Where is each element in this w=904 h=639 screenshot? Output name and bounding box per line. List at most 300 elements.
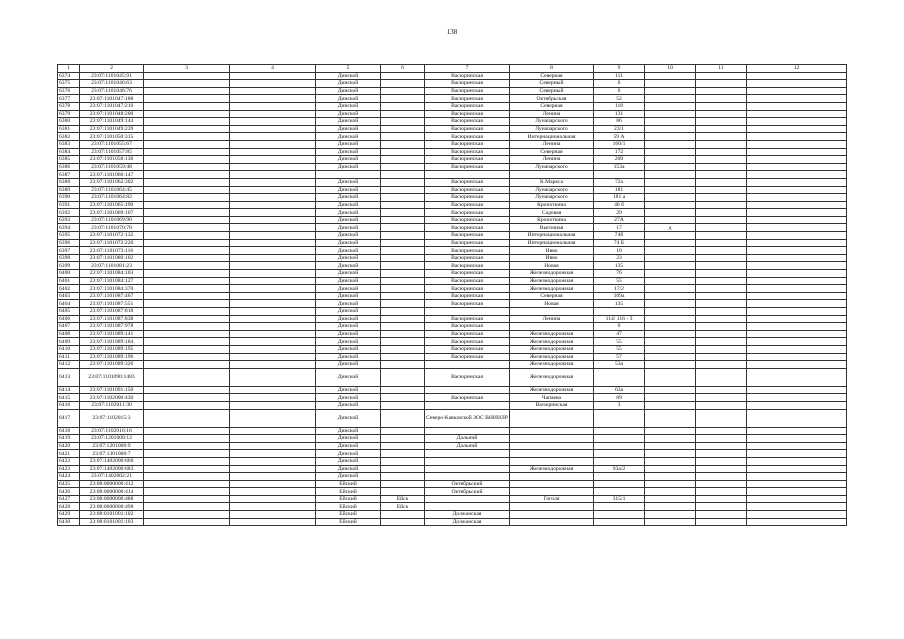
table-cell: 6378 xyxy=(58,102,80,110)
table-cell xyxy=(696,457,747,465)
table-cell xyxy=(230,473,316,481)
table-cell: 23:07:1101059:48 xyxy=(80,163,144,171)
table-cell: 23:07:1402002:21 xyxy=(80,473,144,481)
table-cell xyxy=(144,450,230,458)
table-row xyxy=(58,148,847,156)
table-cell: Динской xyxy=(316,216,381,224)
table-row xyxy=(58,87,847,95)
table-cell: Динской xyxy=(316,473,381,481)
table-cell xyxy=(144,133,230,141)
table-cell: Садовая xyxy=(510,209,594,217)
table-cell xyxy=(747,277,847,285)
table-cell xyxy=(230,148,316,156)
table-cell xyxy=(594,480,645,488)
table-cell xyxy=(747,457,847,465)
table-row xyxy=(58,386,847,394)
table-cell: 6406 xyxy=(58,315,80,323)
table-cell: Динской xyxy=(316,292,381,300)
table-cell xyxy=(230,368,316,386)
table-cell: Октябрьский xyxy=(425,488,510,496)
table-cell xyxy=(230,102,316,110)
table-cell: 17/2 xyxy=(594,285,645,293)
table-cell xyxy=(144,270,230,278)
table-cell xyxy=(747,465,847,473)
table-cell: 6429 xyxy=(58,511,80,519)
table-cell: Железнодорожная xyxy=(510,368,594,386)
table-cell xyxy=(510,427,594,435)
table-cell: Динской xyxy=(316,209,381,217)
table-cell: 23:07:1101049:239 xyxy=(80,125,144,133)
table-cell xyxy=(144,386,230,394)
table-row xyxy=(58,473,847,481)
table-cell: Динской xyxy=(316,465,381,473)
table-cell xyxy=(144,368,230,386)
table-cell: 23:07:1101091:150 xyxy=(80,386,144,394)
table-cell xyxy=(425,473,510,481)
table-row xyxy=(58,345,847,353)
table-cell xyxy=(594,409,645,427)
table-cell xyxy=(230,247,316,255)
table-cell xyxy=(645,435,696,443)
table-cell: Динской xyxy=(316,95,381,103)
table-cell xyxy=(230,254,316,262)
table-cell: 6387 xyxy=(58,171,80,179)
table-cell xyxy=(747,102,847,110)
table-cell: Железнодорожная xyxy=(510,386,594,394)
table-cell xyxy=(230,209,316,217)
table-cell: 23:07:1101065:190 xyxy=(80,201,144,209)
table-cell xyxy=(747,401,847,409)
table-cell: 6400 xyxy=(58,270,80,278)
table-cell xyxy=(645,125,696,133)
table-cell: 23:07:1101073:116 xyxy=(80,247,144,255)
table-cell xyxy=(230,386,316,394)
column-header: 1 xyxy=(58,65,80,73)
table-cell xyxy=(645,110,696,118)
table-cell: 23:07:1101084:370 xyxy=(80,285,144,293)
table-cell xyxy=(510,473,594,481)
table-cell: 23:07:1101087:551 xyxy=(80,300,144,308)
table-cell: 0 xyxy=(594,323,645,331)
table-cell xyxy=(144,125,230,133)
table-cell xyxy=(144,300,230,308)
table-cell: Северная xyxy=(510,148,594,156)
table-cell: 6412 xyxy=(58,361,80,369)
table-cell: 6427 xyxy=(58,495,80,503)
table-cell xyxy=(230,277,316,285)
table-cell: 6374 xyxy=(58,72,80,80)
table-cell xyxy=(381,254,425,262)
table-cell: 23:07:1102011:30 xyxy=(80,401,144,409)
table-cell xyxy=(696,386,747,394)
table-cell xyxy=(144,254,230,262)
table-cell xyxy=(144,224,230,232)
table-cell xyxy=(747,495,847,503)
table-cell xyxy=(230,401,316,409)
table-cell xyxy=(381,292,425,300)
table-cell: Динской xyxy=(316,80,381,88)
table-cell: Луначарского xyxy=(510,125,594,133)
table-cell xyxy=(696,480,747,488)
table-cell: Октябрьская xyxy=(510,95,594,103)
table-cell xyxy=(594,457,645,465)
table-cell xyxy=(144,95,230,103)
table-row xyxy=(58,110,847,118)
table-row xyxy=(58,102,847,110)
table-cell xyxy=(230,80,316,88)
table-cell: 23:07:1101089:195 xyxy=(80,345,144,353)
table-cell xyxy=(230,125,316,133)
table-cell xyxy=(747,345,847,353)
table-cell: Васюринская xyxy=(425,186,510,194)
table-cell xyxy=(645,102,696,110)
header-row xyxy=(58,65,847,73)
table-cell: 6377 xyxy=(58,95,80,103)
table-cell xyxy=(381,323,425,331)
table-cell: Васюринская xyxy=(425,323,510,331)
table-cell: 6386 xyxy=(58,163,80,171)
table-cell xyxy=(144,315,230,323)
table-cell: Дальний xyxy=(425,435,510,443)
table-cell xyxy=(510,323,594,331)
table-cell xyxy=(747,209,847,217)
table-cell xyxy=(381,171,425,179)
table-cell: 153а xyxy=(594,163,645,171)
table-cell: 6399 xyxy=(58,262,80,270)
table-cell xyxy=(696,361,747,369)
table-cell xyxy=(381,277,425,285)
table-cell: 6426 xyxy=(58,488,80,496)
table-cell xyxy=(144,353,230,361)
table-cell xyxy=(645,254,696,262)
table-cell xyxy=(594,368,645,386)
table-cell xyxy=(144,72,230,80)
table-cell: Железнодорожная xyxy=(510,270,594,278)
table-cell xyxy=(696,435,747,443)
table-cell xyxy=(230,216,316,224)
table-cell: 6428 xyxy=(58,503,80,511)
table-cell xyxy=(645,394,696,402)
table-cell: 6384 xyxy=(58,148,80,156)
table-cell: Васюринская xyxy=(425,262,510,270)
table-cell xyxy=(144,480,230,488)
table-cell xyxy=(594,488,645,496)
table-cell: Динской xyxy=(316,323,381,331)
table-cell xyxy=(696,171,747,179)
table-cell: 23:08:0000000:498 xyxy=(80,503,144,511)
table-cell: 23:07:1101084:127 xyxy=(80,277,144,285)
table-cell: Должанская xyxy=(425,518,510,526)
table-cell: 3 xyxy=(594,401,645,409)
table-cell: 160/1 xyxy=(594,140,645,148)
table-cell: 23:07:1101081:23 xyxy=(80,262,144,270)
table-cell xyxy=(696,95,747,103)
table-cell: Васюринская xyxy=(425,102,510,110)
table-cell xyxy=(230,156,316,164)
table-cell: 23:07:1101048:200 xyxy=(80,110,144,118)
table-cell: Ленина xyxy=(510,110,594,118)
table-cell xyxy=(747,511,847,519)
table-cell xyxy=(747,95,847,103)
table-cell xyxy=(747,232,847,240)
table-cell xyxy=(747,110,847,118)
table-cell: Васюринская xyxy=(425,201,510,209)
table-cell: Васюринская xyxy=(425,133,510,141)
table-cell xyxy=(696,270,747,278)
table-cell xyxy=(645,156,696,164)
table-cell: 23:07:1201000:12 xyxy=(80,435,144,443)
table-cell: Северо-Кавказской ЗОС ВНИИЛР xyxy=(425,409,510,427)
table-row xyxy=(58,224,847,232)
table-row xyxy=(58,495,847,503)
table-cell xyxy=(381,361,425,369)
table-cell xyxy=(696,87,747,95)
table-cell xyxy=(696,495,747,503)
table-cell: 6395 xyxy=(58,232,80,240)
table-cell xyxy=(144,171,230,179)
table-cell: 111 xyxy=(594,72,645,80)
table-cell xyxy=(144,511,230,519)
table-cell xyxy=(144,308,230,316)
table-row xyxy=(58,133,847,141)
table-cell: 23:07:1101087:838 xyxy=(80,315,144,323)
table-cell xyxy=(425,427,510,435)
table-cell: Васюринская xyxy=(425,148,510,156)
table-cell: 6394 xyxy=(58,224,80,232)
table-cell xyxy=(381,435,425,443)
table-cell xyxy=(230,361,316,369)
table-cell: Васюринская xyxy=(425,277,510,285)
table-cell xyxy=(747,87,847,95)
table-cell xyxy=(696,315,747,323)
table-cell xyxy=(645,148,696,156)
table-cell: Железнодорожная xyxy=(510,361,594,369)
table-cell xyxy=(510,442,594,450)
table-cell xyxy=(381,156,425,164)
cadastral-table xyxy=(57,64,847,526)
table-cell xyxy=(230,118,316,126)
table-cell xyxy=(696,118,747,126)
table-cell: 23:07:1101046:76 xyxy=(80,87,144,95)
table-row xyxy=(58,323,847,331)
table-cell: Северная xyxy=(510,292,594,300)
table-cell xyxy=(696,186,747,194)
table-cell: Динской xyxy=(316,353,381,361)
table-cell xyxy=(696,308,747,316)
table-cell xyxy=(510,488,594,496)
table-cell xyxy=(230,239,316,247)
table-cell: 53а xyxy=(594,361,645,369)
table-cell: Васюринская xyxy=(425,254,510,262)
table-cell xyxy=(230,409,316,427)
table-cell: 23:07:1101087:467 xyxy=(80,292,144,300)
table-cell xyxy=(645,140,696,148)
table-cell xyxy=(747,178,847,186)
table-cell xyxy=(645,178,696,186)
table-cell: 48 б xyxy=(594,201,645,209)
table-cell xyxy=(381,186,425,194)
table-row xyxy=(58,450,847,458)
table-cell xyxy=(230,140,316,148)
table-cell: Динской xyxy=(316,178,381,186)
table-cell: Динской xyxy=(316,118,381,126)
table-row xyxy=(58,209,847,217)
table-cell: Выгонная xyxy=(510,224,594,232)
table-cell xyxy=(747,216,847,224)
table-cell xyxy=(747,285,847,293)
table-cell: Динской xyxy=(316,232,381,240)
table-cell xyxy=(645,503,696,511)
table-cell xyxy=(696,232,747,240)
table-cell xyxy=(144,473,230,481)
table-cell xyxy=(381,80,425,88)
table-cell xyxy=(594,518,645,526)
table-cell xyxy=(230,518,316,526)
table-cell: 6376 xyxy=(58,87,80,95)
table-cell xyxy=(747,473,847,481)
table-cell xyxy=(144,209,230,217)
table-cell: 6404 xyxy=(58,300,80,308)
table-cell: Динской xyxy=(316,87,381,95)
table-cell xyxy=(144,118,230,126)
table-cell: Динской xyxy=(316,186,381,194)
table-row xyxy=(58,171,847,179)
table-cell xyxy=(381,300,425,308)
table-cell xyxy=(144,442,230,450)
table-cell: Васюринская xyxy=(425,118,510,126)
table-cell xyxy=(645,323,696,331)
table-cell: Ейский xyxy=(316,518,381,526)
table-cell: 6420 xyxy=(58,442,80,450)
table-cell xyxy=(747,72,847,80)
table-cell xyxy=(696,465,747,473)
table-cell: Васюринская xyxy=(425,330,510,338)
table-cell: 23:07:1101072:220 xyxy=(80,239,144,247)
table-cell: Васюринская xyxy=(425,87,510,95)
table-cell: Кропоткина xyxy=(510,201,594,209)
table-cell: Динской xyxy=(316,270,381,278)
table-cell: 23:07:1101069:90 xyxy=(80,216,144,224)
table-cell: Ивко xyxy=(510,254,594,262)
table-cell xyxy=(696,163,747,171)
table-cell xyxy=(696,133,747,141)
table-cell xyxy=(425,465,510,473)
table-cell xyxy=(144,427,230,435)
table-cell: Динской xyxy=(316,262,381,270)
table-cell xyxy=(381,87,425,95)
table-cell: Динской xyxy=(316,148,381,156)
table-cell: 23:08:0000000:414 xyxy=(80,488,144,496)
table-row xyxy=(58,277,847,285)
table-cell: 6413 xyxy=(58,368,80,386)
table-cell: 23:07:1101087:978 xyxy=(80,323,144,331)
table-cell xyxy=(230,488,316,496)
table-row xyxy=(58,232,847,240)
table-cell xyxy=(144,87,230,95)
table-cell: 59 А xyxy=(594,133,645,141)
table-cell: Динской xyxy=(316,450,381,458)
table-row xyxy=(58,292,847,300)
table-cell xyxy=(696,254,747,262)
table-cell: Динской xyxy=(316,330,381,338)
table-cell xyxy=(696,503,747,511)
table-cell: 6418 xyxy=(58,427,80,435)
table-cell xyxy=(645,163,696,171)
table-cell: 181 а xyxy=(594,194,645,202)
table-cell: 135 xyxy=(594,262,645,270)
table-cell xyxy=(747,262,847,270)
table-row xyxy=(58,216,847,224)
table-cell xyxy=(645,239,696,247)
table-row xyxy=(58,239,847,247)
table-cell xyxy=(747,254,847,262)
table-cell xyxy=(645,232,696,240)
table-cell: 6380 xyxy=(58,118,80,126)
table-cell xyxy=(696,102,747,110)
table-cell: Динской xyxy=(316,345,381,353)
table-cell xyxy=(425,171,510,179)
table-cell: Васюринская xyxy=(425,80,510,88)
column-header: 6 xyxy=(381,65,425,73)
table-cell: Васюринская xyxy=(425,285,510,293)
table-row xyxy=(58,480,847,488)
table-row xyxy=(58,457,847,465)
table-cell xyxy=(747,186,847,194)
table-cell: Васюринская xyxy=(425,216,510,224)
table-cell: Динской xyxy=(316,442,381,450)
table-row xyxy=(58,308,847,316)
table-cell xyxy=(645,495,696,503)
table-cell: 6419 xyxy=(58,435,80,443)
table-cell xyxy=(230,163,316,171)
table-cell: 6389 xyxy=(58,186,80,194)
table-cell xyxy=(230,194,316,202)
table-cell: Интернациональная xyxy=(510,133,594,141)
column-header: 2 xyxy=(80,65,144,73)
table-cell: 6430 xyxy=(58,518,80,526)
table-cell xyxy=(645,427,696,435)
table-row xyxy=(58,361,847,369)
table-cell xyxy=(645,480,696,488)
table-cell xyxy=(645,442,696,450)
table-cell: Динской xyxy=(316,156,381,164)
table-cell xyxy=(645,209,696,217)
table-cell xyxy=(747,125,847,133)
table-cell xyxy=(645,330,696,338)
table-body xyxy=(58,72,847,526)
table-cell: Ейск xyxy=(381,495,425,503)
table-cell: 23:07:1101055:67 xyxy=(80,140,144,148)
table-cell xyxy=(696,338,747,346)
table-row xyxy=(58,285,847,293)
table-cell xyxy=(645,171,696,179)
table-cell: Гоголя xyxy=(510,495,594,503)
table-cell: 6415 xyxy=(58,394,80,402)
table-cell xyxy=(594,435,645,443)
table-cell xyxy=(747,488,847,496)
table-cell: Динской xyxy=(316,394,381,402)
table-cell xyxy=(747,518,847,526)
table-cell xyxy=(381,285,425,293)
table-cell: 135 xyxy=(594,300,645,308)
table-cell: 6397 xyxy=(58,247,80,255)
table-cell: 6379 xyxy=(58,110,80,118)
table-cell: 52 xyxy=(594,95,645,103)
table-cell xyxy=(230,232,316,240)
table-row xyxy=(58,315,847,323)
table-cell xyxy=(696,323,747,331)
table-cell xyxy=(696,140,747,148)
